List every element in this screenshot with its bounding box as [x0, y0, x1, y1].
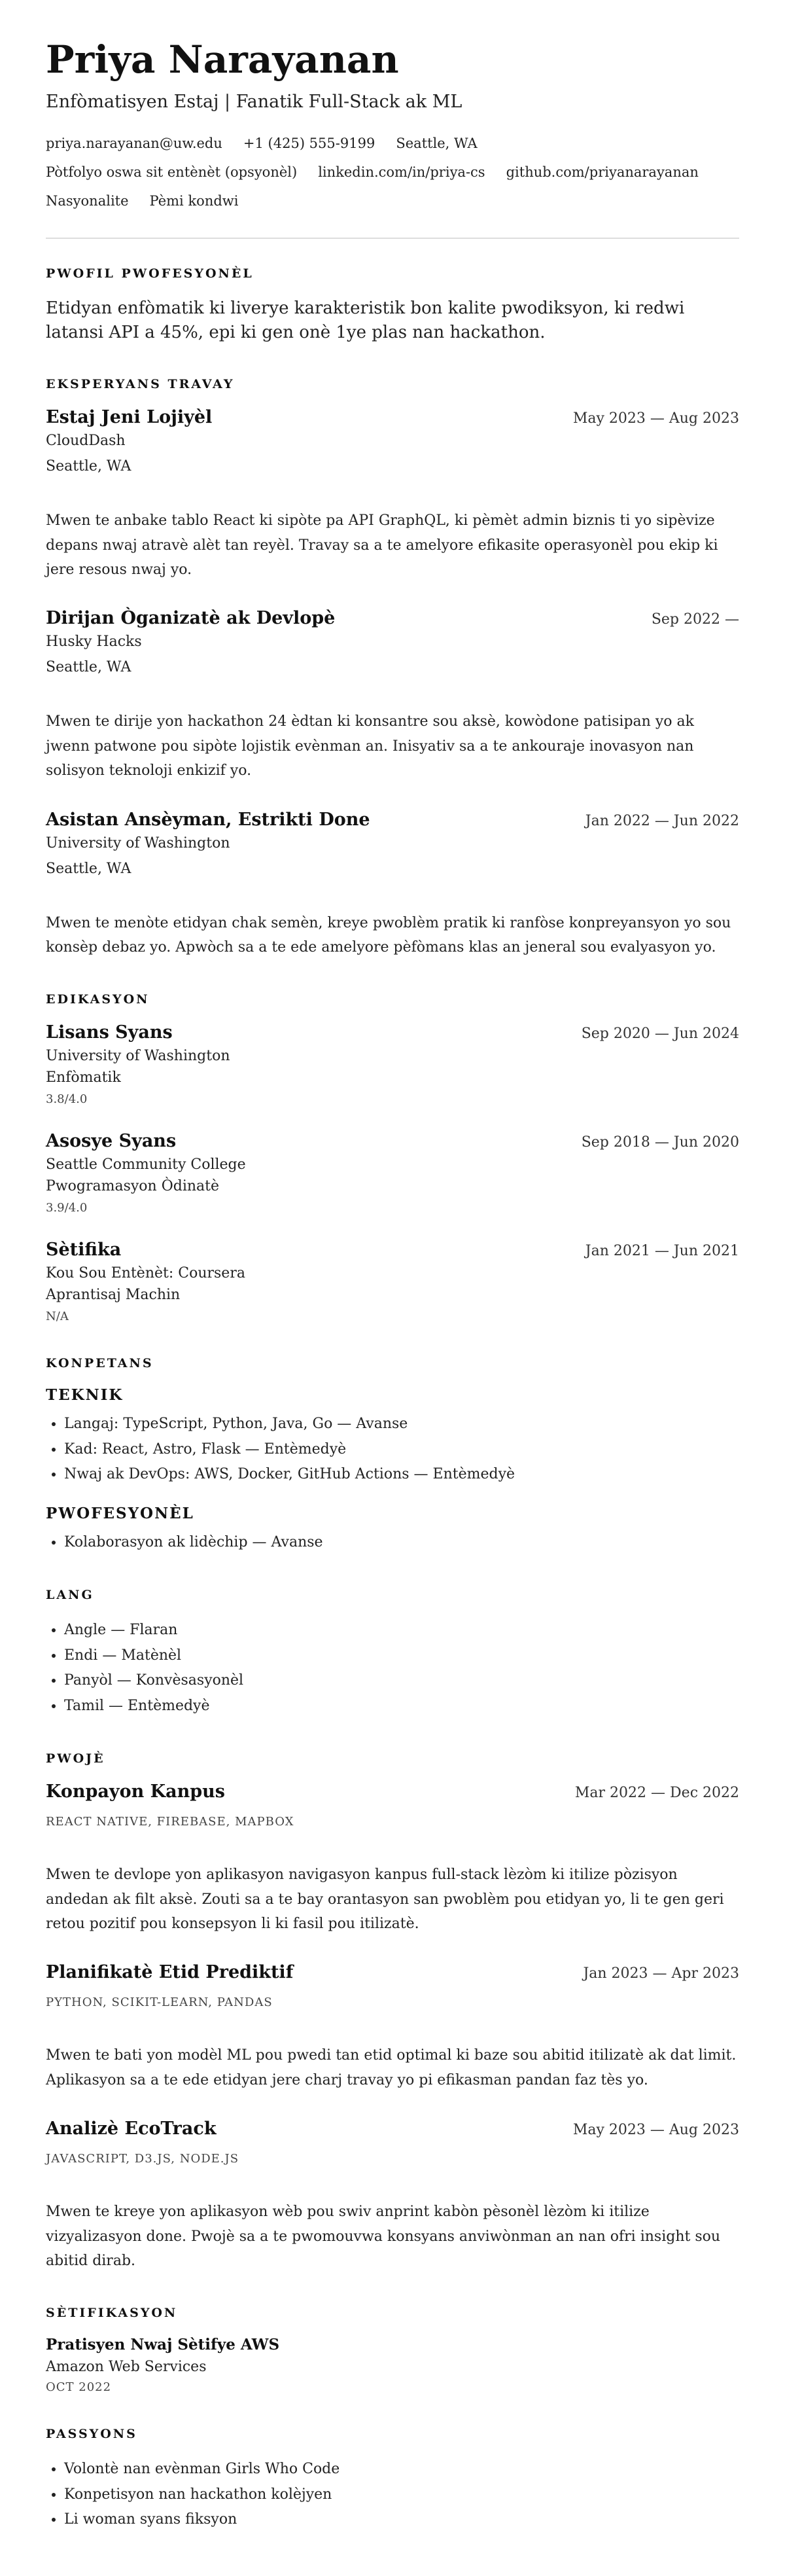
projects-section: [46, 1751, 739, 2273]
school-name: Seattle Community College: [46, 1156, 246, 1173]
professional-skills-list: [46, 1530, 739, 1556]
job-date: May 2023 — Aug 2023: [572, 410, 739, 427]
list-item: • Kolaborasyon ak lidèchip — Avanse: [64, 1530, 739, 1556]
section-title: PASSYONS: [46, 2427, 137, 2442]
project-entry: [46, 1962, 739, 2092]
project-date: Mar 2022 — Dec 2022: [574, 1785, 739, 1802]
candidate-name: Priya Narayanan: [46, 37, 399, 82]
project-entry: [46, 1781, 739, 1936]
job-description: Mwen te menòte etidyan chak semèn, kreye pwoblèm pratik ki ranfòse konpreyansyon yo sou konsèp debaz yo. Apwòch sa a te ede amelyore pèfòmans klas an jeneral sou evalyasyon yo.: [46, 914, 731, 956]
experience-entry: [46, 407, 739, 582]
field-of-study: Enfòmatik: [46, 1069, 121, 1086]
list-item: • Panyòl — Konvèsasyonèl: [64, 1668, 739, 1694]
languages-list: [46, 1618, 739, 1719]
list-item: • Tamil — Entèmedyè: [64, 1694, 739, 1719]
degree-title: Sètifika: [46, 1240, 122, 1261]
project-description: Mwen te devlope yon aplikasyon navigasyon kanpus full-stack lèzòm ki itilize pòzisyon andedan ak filt aksè. Zouti sa a te bay orantasyon san pwoblèm pou etidyan yo, li te gen geri retou pozitif pou konsepsyon li ki fasil pou itilizatè.: [46, 1867, 724, 1933]
project-tech: PYTHON, SCIKIT-LEARN, PANDAS: [46, 1995, 273, 2010]
company-name: CloudDash: [46, 433, 126, 450]
candidate-headline: Enfòmatisyen Estaj | Fanatik Full-Stack ak ML: [46, 91, 462, 112]
education-entry: [46, 1022, 739, 1106]
company-name: University of Washington: [46, 834, 230, 851]
section-title: EKSPERYANS TRAVAY: [46, 377, 235, 392]
contact-row: [46, 135, 739, 151]
degree-title: Lisans Syans: [46, 1022, 173, 1043]
summary-text: Etidyan enfòmatik ki liverye karakteristik bon kalite pwodiksyon, ki redwi latansi API a 45%, epi ki gen onè 1ye plas nan hackathon.: [46, 298, 685, 343]
degree-title: Asosye Syans: [46, 1131, 177, 1152]
list-item: • Langaj: TypeScript, Python, Java, Go — Avanse: [64, 1412, 739, 1437]
field-of-study: Pwogramasyon Òdinatè: [46, 1178, 219, 1195]
project-name: Konpayon Kanpus: [46, 1781, 225, 1802]
linkedin-link[interactable]: linkedin.com/in/priya-cs: [318, 164, 485, 180]
job-title: Asistan Ansèyman, Estrikti Done: [46, 809, 370, 830]
education-entry: [46, 1131, 739, 1215]
certifications-section: [46, 2306, 739, 2394]
section-title: SÈTIFIKASYON: [46, 2306, 178, 2321]
project-description: Mwen te bati yon modèl ML pou pwedi tan etid optimal ki baze sou abitid itilizatè ak dat limit. Aplikasyon sa a te ede etidyan jere charj travay yo pi efikasman pandan faz tès yo.: [46, 2047, 737, 2088]
section-title: KONPETANS: [46, 1356, 154, 1371]
summary-section: [46, 266, 739, 346]
section-title: LANG: [46, 1588, 94, 1603]
header-divider: [46, 238, 739, 239]
list-item: • Angle — Flaran: [64, 1618, 739, 1643]
job-description: Mwen te dirije yon hackathon 24 èdtan ki konsantre sou aksè, kowòdone patisipan yo ak jwenn patwone pou sipòte lojistik evènman an. Inisyativ sa a te ankouraje inovasyon nan solisyon teknoloji enkizif yo.: [46, 713, 694, 779]
extra-info-row: [46, 193, 739, 209]
list-item: • Kad: React, Astro, Flask — Entèmedyè: [64, 1437, 739, 1463]
links-row: [46, 164, 739, 180]
project-tech: JAVASCRIPT, D3.JS, NODE.JS: [46, 2152, 239, 2166]
technical-skills-list: [46, 1412, 739, 1488]
project-entry: [46, 2119, 739, 2273]
technical-skills-heading: TEKNIK: [46, 1386, 124, 1404]
section-title: PWOFIL PWOFESYONÈL: [46, 266, 254, 281]
work-permit-text: Pèmi kondwi: [149, 192, 239, 209]
location-text: Seattle, WA: [396, 135, 478, 151]
email-link[interactable]: priya.narayanan@uw.edu: [46, 135, 222, 151]
section-title: PWOJÈ: [46, 1751, 105, 1766]
company-name: Husky Hacks: [46, 634, 142, 651]
job-location: Seattle, WA: [46, 860, 131, 877]
list-item: • Konpetisyon nan hackathon kolèjyen: [64, 2482, 739, 2508]
certification-entry: [46, 2336, 739, 2394]
project-date: May 2023 — Aug 2023: [572, 2122, 739, 2139]
experience-entry: [46, 810, 739, 960]
list-item: • Nwaj ak DevOps: AWS, Docker, GitHub Actions — Entèmedyè: [64, 1462, 739, 1488]
gpa-value: 3.9/4.0: [46, 1201, 88, 1215]
education-date: Jan 2021 — Jun 2021: [585, 1243, 739, 1260]
list-item: • Volontè nan evènman Girls Who Code: [64, 2457, 739, 2482]
list-item: • Li woman syans fiksyon: [64, 2507, 739, 2533]
job-title: Estaj Jeni Lojiyèl: [46, 407, 213, 428]
project-tech: REACT NATIVE, FIREBASE, MAPBOX: [46, 1815, 294, 1829]
school-name: University of Washington: [46, 1048, 230, 1065]
job-title: Dirijan Òganizatè ak Devlopè: [46, 608, 336, 629]
portfolio-link[interactable]: Pòtfolyo oswa sit entènèt (opsyonèl): [46, 164, 298, 180]
education-entry: [46, 1240, 739, 1323]
github-link[interactable]: github.com/priyanarayanan: [506, 164, 699, 180]
interests-list: [46, 2457, 739, 2533]
languages-section: [46, 1588, 739, 1719]
job-date: Jan 2022 — Jun 2022: [585, 812, 739, 829]
professional-skills-heading: PWOFESYONÈL: [46, 1504, 194, 1522]
project-name: Planifikatè Etid Prediktif: [46, 1962, 294, 1983]
certification-date: OCT 2022: [46, 2380, 112, 2395]
experience-entry: [46, 608, 739, 783]
nationality-text: Nasyonalite: [46, 192, 129, 209]
gpa-value: N/A: [46, 1310, 69, 1324]
job-location: Seattle, WA: [46, 659, 131, 676]
field-of-study: Aprantisaj Machin: [46, 1287, 181, 1304]
education-section: [46, 992, 739, 1323]
certification-issuer: Amazon Web Services: [46, 2359, 207, 2376]
interests-section: [46, 2427, 739, 2533]
education-date: Sep 2018 — Jun 2020: [581, 1134, 739, 1151]
experience-section: [46, 377, 739, 959]
project-name: Analizè EcoTrack: [46, 2119, 217, 2139]
education-date: Sep 2020 — Jun 2024: [581, 1026, 739, 1043]
project-date: Jan 2023 — Apr 2023: [583, 1965, 739, 1982]
job-date: Sep 2022 —: [651, 611, 739, 628]
gpa-value: 3.8/4.0: [46, 1092, 88, 1107]
job-location: Seattle, WA: [46, 458, 131, 475]
job-description: Mwen te anbake tablo React ki sipòte pa API GraphQL, ki pèmèt admin biznis ti yo sipèvize depans nwaj atravè alèt tan reyèl. Travay sa a te amelyore efikasite operasyonèl pou ekip ki jere resous nwaj yo.: [46, 512, 718, 578]
skills-section: [46, 1356, 739, 1555]
project-description: Mwen te kreye yon aplikasyon wèb pou swiv anprint kabòn pèsonèl lèzòm ki itilize vizyalizasyon done. Pwojè sa a te pwomouvwa konsyans anviwònman an nan ofri insight sou abitid dirab.: [46, 2204, 721, 2270]
list-item: • Endi — Matènèl: [64, 1643, 739, 1669]
certification-name: Pratisyen Nwaj Sètifye AWS: [46, 2336, 280, 2354]
phone-number: +1 (425) 555-9199: [243, 135, 375, 151]
resume-header: [46, 39, 739, 209]
section-title: EDIKASYON: [46, 992, 150, 1007]
school-name: Kou Sou Entènèt: Coursera: [46, 1265, 245, 1282]
